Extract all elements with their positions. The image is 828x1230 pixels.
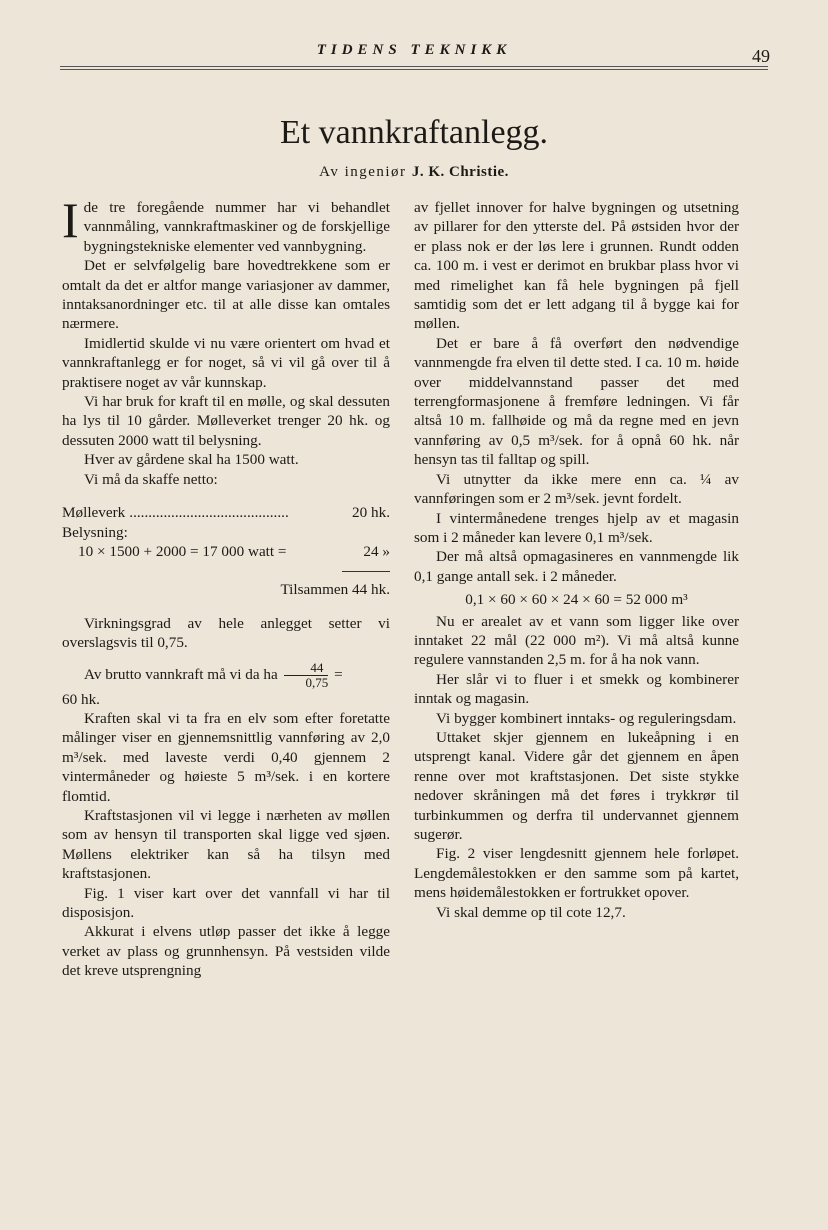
fraction-numerator: 44 (284, 661, 329, 676)
brutto-result: 60 hk. (62, 690, 100, 708)
byline-prefix: Av ingeniør (319, 164, 407, 180)
paragraph: Der må altså opmagasineres en vannmengde lik 0,1 gange antall sek. i 2 måneder. (414, 548, 739, 585)
paragraph: Fig. 2 viser lengdesnitt gjennem hele forløpet. Lengdemålestokken er den samme som på kartet, mens høidemålestokken er fortrukket opover. (414, 845, 739, 902)
paragraph: Imidlertid skulde vi nu være orientert om hvad et vannkraftanlegg er for noget, så vi vil gå over til å praktisere noget av vår kunnskap. (62, 334, 390, 391)
paragraph-brutto (62, 661, 390, 690)
paragraph-intro (62, 192, 390, 256)
paragraph: Nu er arealet av et vann som ligger like over inntaket 22 mål (22 000 m²). Vi må altså kunne regulere vannstanden 2,5 m. for å ha nok vann. (414, 612, 739, 669)
article-byline (0, 164, 828, 181)
paragraph: Akkurat i elvens utløp passer det ikke å legge verket av plass og grunnhensyn. På vestsiden vilde det kreve utsprengning (62, 923, 390, 980)
equals-sign: = (334, 665, 343, 683)
paragraph: Uttaket skjer gjennem en lukeåpning i en utsprengt kanal. Videre går det gjennem en åpen renne over mot kraftstasjonen. Det siste stykke nedover skråningen må det føres i trykkrør til turbinkummen og derfra til undervannet gjennem sugerør. (414, 728, 739, 843)
calc-row-lighting (62, 523, 390, 542)
calc-label-mill: Mølleverk (62, 504, 126, 522)
paragraph: Kraftstasjonen vil vi legge i nærheten av møllen som av hensyn til transporten skal ligge ved sjøen. Møllens elektriker kan så ha tilsyn med kraftstasjonen. (62, 806, 390, 883)
journal-title: TIDENS TEKNIKK (316, 42, 512, 58)
paragraph: Vi bygger kombinert inntaks- og reguleringsdam. (436, 709, 737, 727)
calc-value-mill: 20 hk. (352, 504, 390, 522)
paragraph: Her slår vi to fluer i et smekk og kombinerer inntak og magasin. (414, 670, 739, 708)
volume-equation: 0,1 × 60 × 60 × 24 × 60 = 52 000 m³ (465, 591, 688, 609)
intro-text: de tre foregående nummer har vi behandlet vannmåling, vannkraftmaskiner og de forskjellige bygningstekniske elementer ved vannbygning. (83, 199, 390, 255)
article-title: Et vannkraftanlegg. (279, 114, 549, 151)
calc-formula: 10 × 1500 + 2000 = 17 000 watt = (78, 542, 287, 560)
paragraph: I vintermånedene trenges hjelp av et magasin som i 2 måneder kan levere 0,1 m³/sek. (414, 509, 739, 546)
fraction-denominator: 0,75 (305, 674, 329, 690)
calc-label-lighting: Belysning: (62, 523, 128, 541)
calc-row-formula (62, 542, 390, 561)
paragraph: Kraften skal vi ta fra en elv som efter foretatte målinger viser en gjennemsnittlig vannføring av 2,0 m³/sek. med laveste verdi 0,40 gjennem 2 vintermåneder og høieste 5 m³/sek. i en kortere flomtid. (62, 709, 390, 805)
fraction (284, 661, 329, 690)
header-rule-bottom (60, 69, 768, 70)
power-calculation (62, 503, 390, 600)
paragraph: Vi skal demme op til cote 12,7. (436, 903, 626, 921)
page-header (60, 42, 768, 68)
author-name: J. K. Christie. (411, 164, 509, 180)
leader-dots: .......................................... (129, 504, 289, 522)
paragraph: Vi har bruk for kraft til en mølle, og skal dessuten ha lys til 10 gårder. Mølleverket trenger 20 hk. og dessuten 2000 watt til belysning. (62, 393, 390, 449)
calc-total: Tilsammen 44 hk. (280, 581, 390, 599)
right-column (414, 198, 739, 922)
paragraph: Fig. 1 viser kart over det vannfall vi har til disposisjon. (62, 884, 390, 921)
brutto-text: Av brutto vannkraft må vi da ha (84, 665, 278, 683)
paragraph: av fjellet innover for halve bygningen og utsetning av pillarer for den ytterste del. På østsiden hvor der er plass nok er der løs lere i grunnen. Rundt odden ca. 100 m. i vest er derimot en brukbar plass hvor vi med rimelighet kan få hele bygningen på fjell samtidig som det er lett adgang til å bygge kai for møllen. (414, 199, 739, 333)
left-column (62, 192, 390, 981)
header-rule-top (60, 66, 768, 67)
paragraph: Det er selvfølgelig bare hovedtrekkene som er omtalt da det er altfor mange variasjoner av dammer, inntaksanordninger etc. til at alle disse kan omtales nærmere. (62, 257, 390, 333)
paragraph: Virkningsgrad av hele anlegget setter vi overslagsvis til 0,75. (62, 614, 390, 652)
drop-cap: I (62, 192, 79, 248)
paragraph: Hver av gårdene skal ha 1500 watt. (84, 451, 299, 469)
paragraph: Vi må da skaffe netto: (84, 470, 218, 488)
calc-row-total (62, 580, 390, 599)
sum-rule (342, 571, 390, 572)
calc-value-lighting: 24 » (363, 542, 390, 560)
page-number: 49 (752, 46, 770, 66)
calc-row-mill (62, 503, 390, 522)
paragraph: Vi utnytter da ikke mere enn ca. ¼ av vannføringen som er 2 m³/sek. jevnt fordelt. (414, 470, 739, 508)
paragraph: Det er bare å få overført den nødvendige vannmengde fra elven til dette sted. I ca. 10 m. høide over middelvannstand passer det med terrengformasjonene å fremføre ledningen. Vi får altså 10 m. fallhøide og må da regne med en jevn vannføring av 0,5 m³/sek. for å opnå 60 hk. når hensyn tas til falltap og spill. (414, 334, 739, 469)
